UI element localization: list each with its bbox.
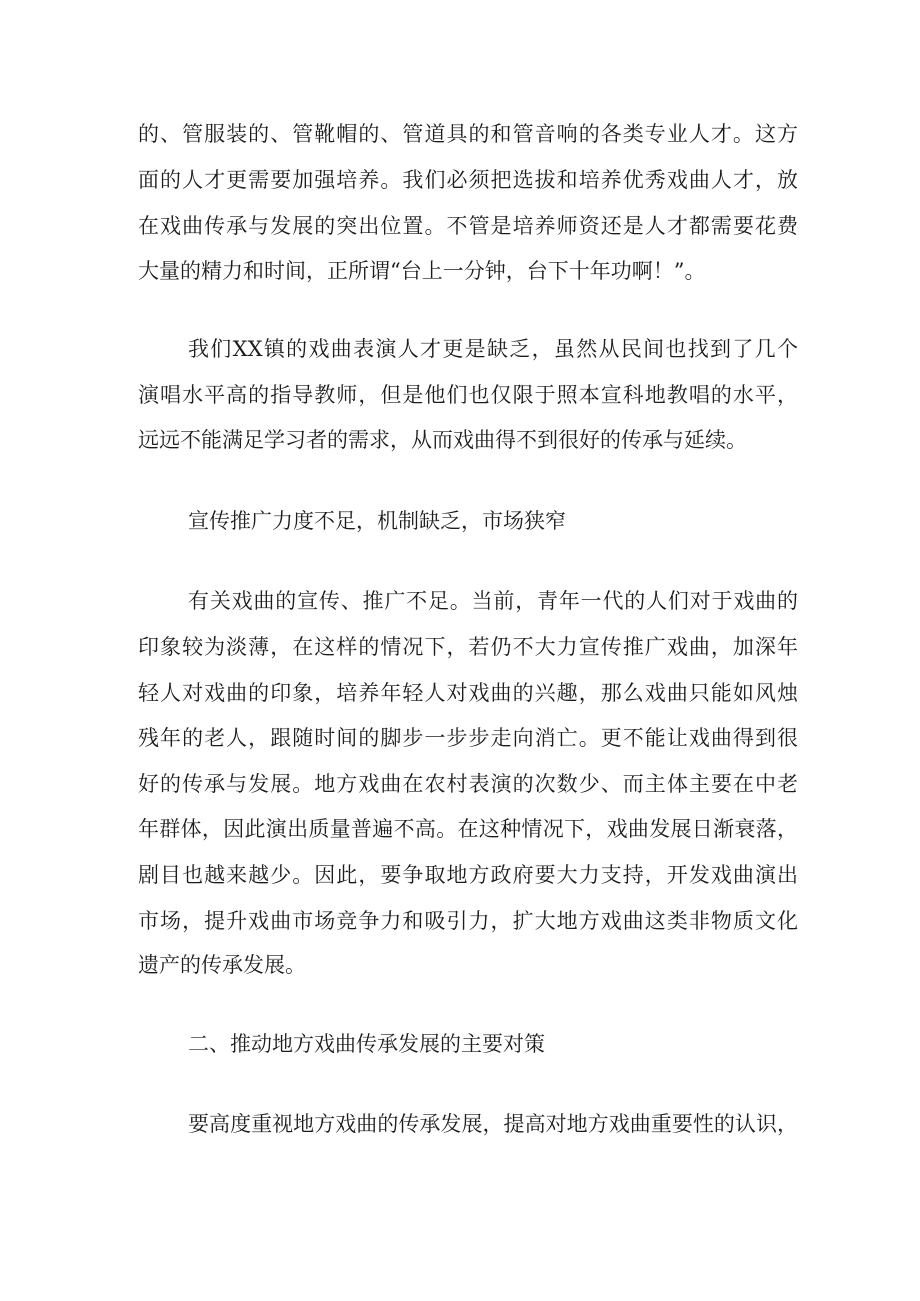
text-line: 面的人才更需要加强培养。我们必须把选拔和培养优秀戏曲人才，放 xyxy=(138,168,798,192)
text-line: 有关戏曲的宣传、推广不足。当前，青年一代的人们对于戏曲的 xyxy=(188,589,798,613)
text-line: 遗产的传承发展。 xyxy=(138,953,306,977)
text-line: 好的传承与发展。地方戏曲在农村表演的次数少、而主体主要在中老 xyxy=(138,772,798,796)
text-line: 市场，提升戏曲市场竞争力和吸引力，扩大地方戏曲这类非物质文化 xyxy=(138,909,798,933)
text-line: 剧目也越来越少。因此，要争取地方政府要大力支持，开发戏曲演出 xyxy=(138,863,798,887)
text-line: 演唱水平高的指导教师，但是他们也仅限于照本宣科地教唱的水平， xyxy=(138,383,798,407)
heading-line: 二、推动地方戏曲传承发展的主要对策 xyxy=(188,1032,545,1056)
heading-line: 宣传推广力度不足，机制缺乏，市场狭窄 xyxy=(188,509,566,533)
text-line: 轻人对戏曲的印象，培养年轻人对戏曲的兴趣，那么戏曲只能如风烛 xyxy=(138,681,798,705)
text-line: 年群体，因此演出质量普遍不高。在这种情况下，戏曲发展日渐衰落， xyxy=(138,817,798,841)
text-line: 的、管服装的、管靴帽的、管道具的和管音响的各类专业人才。这方 xyxy=(138,122,798,146)
text-line: 残年的老人，跟随时间的脚步一步步走向消亡。更不能让戏曲得到很 xyxy=(138,726,798,750)
text-line: 远远不能满足学习者的需求，从而戏曲得不到很好的传承与延续。 xyxy=(138,428,747,452)
text-line: 在戏曲传承与发展的突出位置。不管是培养师资还是人才都需要花费 xyxy=(138,214,798,238)
text-line: 要高度重视地方戏曲的传承发展，提高对地方戏曲重要性的认识， xyxy=(188,1112,798,1136)
text-line: 我们XX镇的戏曲表演人才更是缺乏，虽然从民间也找到了几个 xyxy=(188,337,798,361)
text-line: 大量的精力和时间，正所谓“台上一分钟，台下十年功啊！”。 xyxy=(138,259,706,283)
text-line: 印象较为淡薄，在这样的情况下，若仍不大力宣传推广戏曲，加深年 xyxy=(138,635,798,659)
